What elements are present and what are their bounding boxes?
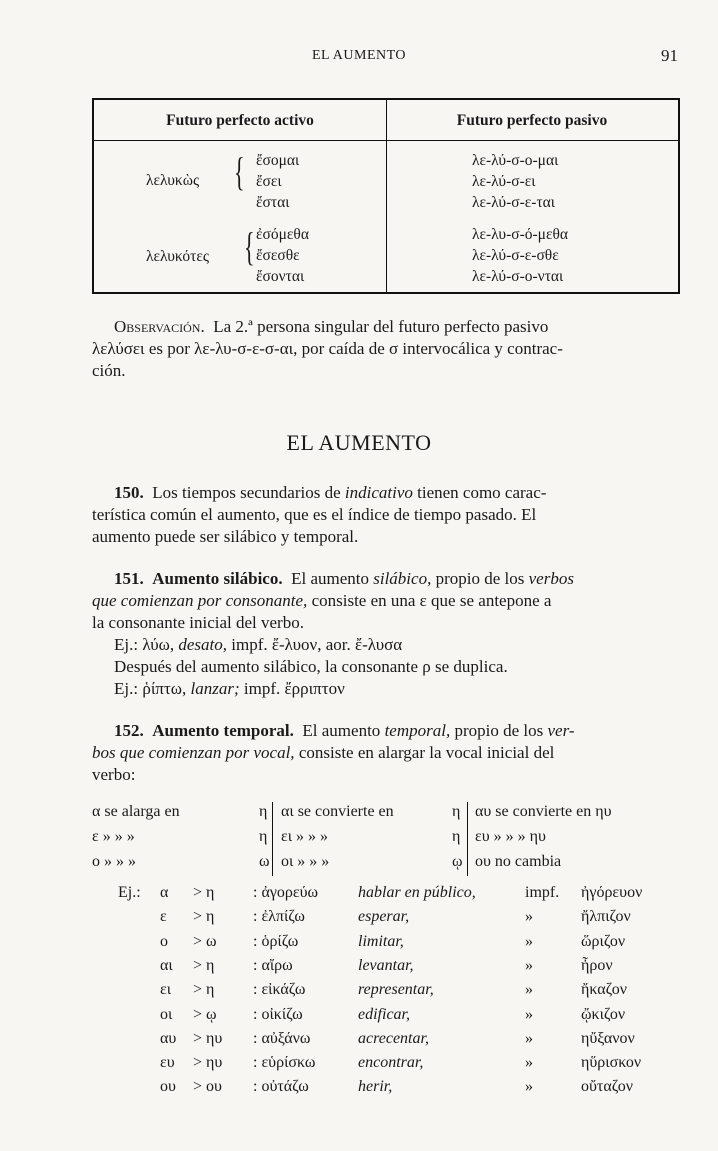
p150-line1: Los tiempos secundarios de: [152, 483, 341, 502]
p151-ex2-it: lanzar;: [190, 679, 240, 698]
ex-impf-label: »: [525, 1054, 533, 1072]
ex-vowel: ε: [160, 908, 167, 926]
p151-line5: Después del aumento silábico, la consonante ρ se duplica.: [114, 657, 508, 676]
rule-c2r-2: η: [452, 828, 461, 845]
ex-meaning: esperar,: [358, 908, 410, 926]
para-num-150: 150.: [114, 483, 144, 502]
p151-ex1a: Ej.: λύω,: [114, 635, 175, 654]
p150-line1-it: indicativo: [344, 483, 413, 502]
observation-line1: La 2.ª persona singular del futuro perfecto pasivo: [213, 317, 549, 336]
ex-meaning: representar,: [358, 981, 434, 999]
ex-greek-word: : ὁρίζω: [253, 932, 299, 950]
ex-impf-form: ὥριζον: [581, 932, 626, 950]
para-num-152: 152.: [114, 721, 144, 740]
sg-form-2: ἔσει: [256, 173, 282, 190]
ex-impf-form: ηὔξανον: [581, 1029, 635, 1047]
rule-c3-2: ευ » » » ηυ: [475, 828, 546, 845]
ex-result: > ηυ: [193, 1054, 223, 1072]
p151-title: Aumento silábico.: [152, 569, 283, 588]
p151-ex1b: impf. ἔ-λυον, aor. ἔ-λυσα: [231, 635, 403, 654]
rule-separator-1: [272, 802, 273, 876]
ex-greek-word: : ἐλπίζω: [253, 908, 305, 926]
rule-c2-2: ει » » »: [281, 828, 329, 845]
p152-line3: verbo:: [92, 765, 136, 784]
rule-c1-1: α se alarga en: [92, 803, 180, 820]
p152-l1-it2: ver-: [547, 721, 575, 740]
p152-l1a: El aumento: [302, 721, 381, 740]
p151-ex2a: Ej.: ῥίπτω,: [114, 679, 187, 698]
ex-impf-form: ἦρον: [581, 956, 613, 974]
p151-l1a: El aumento: [291, 569, 369, 588]
ex-vowel: οι: [160, 1005, 173, 1023]
ex-vowel: ο: [160, 932, 168, 950]
rule-separator-2: [467, 802, 468, 876]
p152-l1-it: temporal,: [384, 721, 451, 740]
ex-greek-word: : οὐτάζω: [253, 1078, 309, 1096]
pass-pl-2: λε-λύ-σ-ε-σθε: [472, 247, 559, 264]
ex-impf-label: »: [525, 1029, 533, 1047]
sg-form-3: ἔσται: [256, 194, 290, 211]
rule-c2r-1: η: [452, 803, 461, 820]
col-header-passive: Futuro perfecto pasivo: [456, 112, 608, 129]
pl-form-1: ἐσόμεθα: [256, 226, 309, 243]
p152-title: Aumento temporal.: [152, 721, 294, 740]
ex-impf-form: ᾤκιζον: [581, 1005, 626, 1023]
pl-form-2: ἔσεσθε: [256, 247, 300, 264]
ex-impf-label: »: [525, 1005, 533, 1023]
rule-c1-2: ε » » »: [92, 828, 135, 845]
p151-l1-it2: verbos: [528, 569, 574, 588]
col-header-active: Futuro perfecto activo: [166, 112, 314, 129]
p152-l2b: consiste en alargar la vocal inicial del: [298, 743, 555, 762]
ex-meaning: encontrar,: [358, 1054, 424, 1072]
paragraph-152: [92, 720, 680, 786]
examples-label: Ej.:: [118, 884, 141, 901]
ex-result: > η: [193, 908, 215, 926]
ex-greek-word: : αἴρω: [253, 956, 293, 974]
section-title: EL AUMENTO: [286, 430, 432, 455]
p152-l1b: propio de los: [454, 721, 544, 740]
rule-c1r-3: ω: [259, 853, 270, 870]
ex-impf-form: οὔταζον: [581, 1078, 633, 1096]
ex-vowel: αι: [160, 956, 173, 974]
p151-ex2b: impf. ἔρριπτον: [243, 679, 345, 698]
ex-impf-label: »: [525, 932, 533, 950]
singular-stem: λελυκὼς: [146, 172, 200, 189]
p150-line1-end: tienen como carac-: [417, 483, 547, 502]
brace-plural: {: [244, 224, 255, 269]
pass-sg-3: λε-λύ-σ-ε-ται: [472, 194, 555, 211]
pass-sg-1: λε-λύ-σ-ο-μαι: [472, 152, 559, 169]
p151-l1b: propio de los: [435, 569, 525, 588]
ex-result: > η: [193, 981, 215, 999]
ex-meaning: herir,: [358, 1078, 393, 1096]
running-header: EL AUMENTO: [311, 48, 407, 63]
p151-l2b: consiste en una ε que se antepone a: [311, 591, 552, 610]
para-num-151: 151.: [114, 569, 144, 588]
observation-label: Observación.: [114, 317, 205, 336]
plural-stem: λελυκότες: [146, 248, 210, 265]
observation-paragraph: [92, 316, 680, 382]
ex-vowel: ευ: [160, 1054, 175, 1072]
ex-result: > η: [193, 884, 215, 901]
p151-l1-it: silábico,: [373, 569, 432, 588]
ex-impf-form: ἤκαζον: [581, 981, 627, 999]
pl-form-3: ἔσονται: [256, 268, 305, 285]
rule-c3-3: ου no cambia: [475, 853, 562, 870]
ex-impf-label: impf.: [525, 884, 560, 901]
p150-line3: aumento puede ser silábico y temporal.: [92, 527, 359, 546]
ex-greek-word: : αὐξάνω: [253, 1029, 311, 1047]
pass-sg-2: λε-λύ-σ-ει: [472, 173, 536, 190]
ex-meaning: levantar,: [358, 956, 414, 974]
ex-result: > ῳ: [193, 1005, 217, 1023]
brace-singular: {: [234, 149, 245, 194]
rule-c1r-2: η: [259, 828, 268, 845]
sg-form-1: ἔσομαι: [256, 152, 300, 169]
observation-line2: λελύσει es por λε-λυ-σ-ε-σ-αι, por caída de σ intervocálica y contrac-: [92, 339, 563, 358]
p151-ex1-it: desato,: [178, 635, 228, 654]
paragraph-151: [92, 568, 680, 700]
ex-vowel: ου: [160, 1078, 176, 1096]
ex-impf-label: »: [525, 981, 533, 999]
ex-greek-word: : εἰκάζω: [253, 981, 306, 999]
rule-c2-3: οι » » »: [281, 853, 330, 870]
ex-vowel: ει: [160, 981, 172, 999]
p152-l2-it: bos que comienzan por vocal,: [92, 743, 295, 762]
ex-vowel: α: [160, 884, 169, 901]
observation-line3: ción.: [92, 361, 126, 380]
ex-greek-word: : εὑρίσκω: [253, 1054, 316, 1072]
ex-meaning: hablar en público,: [358, 884, 476, 901]
rule-c2-1: αι se convierte en: [281, 803, 394, 820]
ex-impf-form: ἤλπιζον: [581, 908, 631, 926]
paragraph-150: [92, 482, 680, 548]
ex-result: > ω: [193, 932, 217, 950]
ex-vowel: αυ: [160, 1029, 177, 1047]
ex-result: > η: [193, 956, 215, 974]
rule-c2r-3: ῳ: [452, 853, 463, 870]
ex-meaning: limitar,: [358, 932, 404, 950]
ex-result: > ηυ: [193, 1029, 223, 1047]
ex-impf-label: »: [525, 908, 533, 926]
p151-l2-it: que comienzan por consonante,: [92, 591, 308, 610]
ex-impf-label: »: [525, 1078, 533, 1096]
rule-c1r-1: η: [259, 803, 268, 820]
ex-greek-word: : ἀγορεύω: [253, 884, 319, 901]
ex-result: > ου: [193, 1078, 222, 1096]
ex-meaning: edificar,: [358, 1005, 410, 1023]
conjugation-table: [92, 98, 680, 294]
ex-impf-label: »: [525, 956, 533, 974]
page-number: 91: [661, 46, 678, 65]
pass-pl-1: λε-λυ-σ-ό-μεθα: [472, 226, 569, 243]
pass-pl-3: λε-λύ-σ-ο-νται: [472, 268, 564, 285]
p151-line3: la consonante inicial del verbo.: [92, 613, 304, 632]
ex-greek-word: : οἰκίζω: [253, 1005, 303, 1023]
table-header-rule: [94, 140, 678, 141]
ex-meaning: acrecentar,: [358, 1029, 429, 1047]
ex-impf-form: ηὕρισκον: [581, 1054, 642, 1072]
ex-impf-form: ἠγόρευον: [581, 884, 643, 901]
rule-c1-3: ο » » »: [92, 853, 136, 870]
p150-line2: terística común el aumento, que es el índice de tiempo pasado. El: [92, 505, 537, 524]
rule-c3-1: αυ se convierte en ηυ: [475, 803, 612, 820]
